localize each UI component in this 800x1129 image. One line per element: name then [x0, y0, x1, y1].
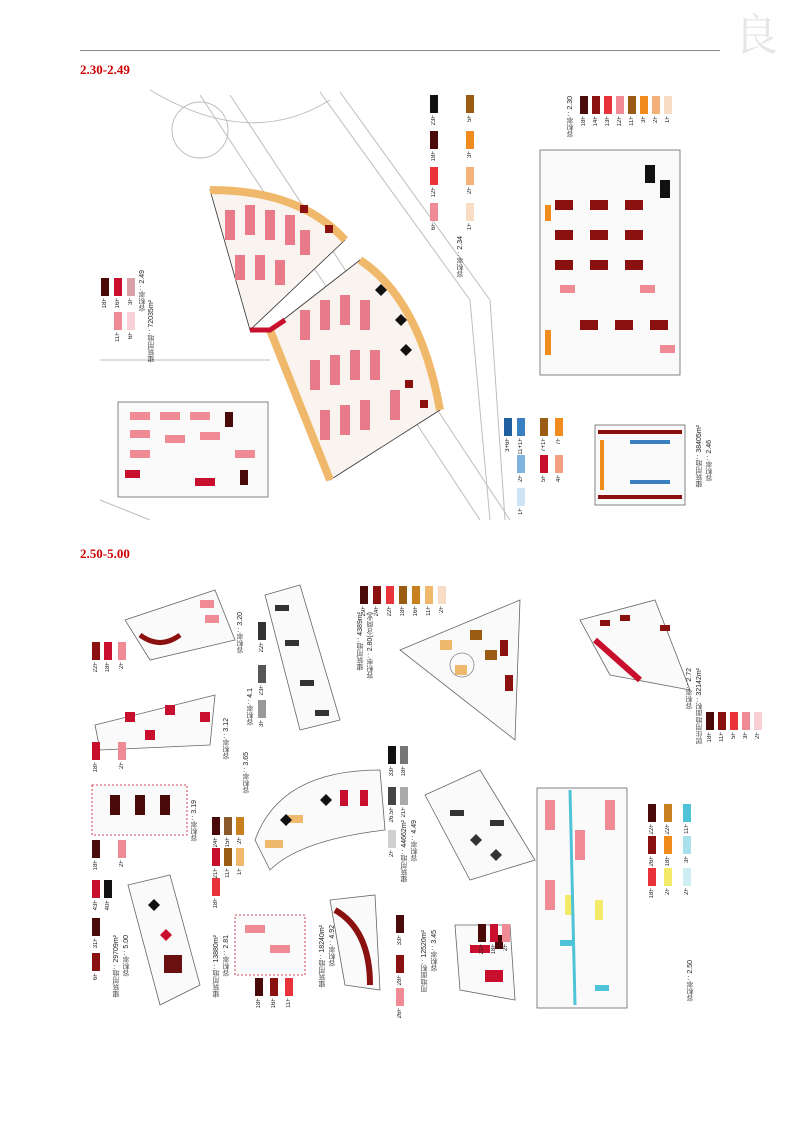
legend-label: 12F: [431, 187, 437, 198]
legend-label: 2F: [518, 475, 524, 483]
s11-area-text: 建筑用地：44662m²: [401, 820, 408, 883]
legend-label: 18F: [401, 766, 407, 777]
legend-label: 2F: [119, 860, 125, 868]
s7-far-text: 容积率：2.80(含商业): [367, 612, 374, 680]
legend-label: 7F: [556, 438, 562, 446]
legend-swatch: [504, 418, 512, 436]
legend-label: 16F: [271, 998, 277, 1009]
s13-far-text: 容积率：3.19: [191, 800, 198, 842]
legend-swatch: [400, 746, 408, 764]
legend-label: 3F: [641, 116, 647, 124]
s7-area-text: 建筑用地：4389m²: [357, 612, 364, 671]
legend-swatch: [517, 455, 525, 473]
s11-far-text: 容积率：4.49: [411, 820, 418, 862]
legend-label: 5F: [541, 475, 547, 483]
legend-swatch: [683, 868, 691, 886]
legend-label: 23F: [431, 115, 437, 126]
legend-label: 23F: [259, 685, 265, 696]
legend-label: 29F: [361, 606, 367, 617]
legend-swatch: [212, 848, 220, 866]
legend-label: 16F: [115, 298, 121, 309]
legend-swatch: [730, 712, 738, 730]
legend-swatch: [742, 712, 750, 730]
legend-swatch: [648, 804, 656, 822]
legend-swatch: [628, 96, 636, 114]
legend-label: 11F: [629, 116, 635, 126]
legend-swatch: [683, 836, 691, 854]
legend-swatch: [555, 418, 563, 436]
legend-swatch: [92, 918, 100, 936]
legend-swatch: [616, 96, 624, 114]
s9-far-text: 容积率：3.12: [223, 718, 230, 760]
legend-label: 26.5F: [389, 807, 395, 823]
s4-far-text: 容积率：2.46: [706, 440, 713, 482]
legend-swatch: [580, 96, 588, 114]
legend-swatch: [396, 955, 404, 973]
s3-far-text: 容积率：2.30: [567, 96, 574, 138]
legend-swatch: [104, 880, 112, 898]
s14-area-text: 建筑用地：29709m²: [113, 935, 120, 998]
legend-label: 11F: [719, 732, 725, 742]
legend-swatch: [490, 924, 498, 942]
legend-label: 22F: [649, 824, 655, 835]
watermark-logo: 良: [734, 10, 778, 61]
legend-swatch: [517, 488, 525, 506]
legend-swatch: [754, 712, 762, 730]
legend-swatch: [92, 642, 100, 660]
legend-label: 24F: [374, 606, 380, 617]
legend-label: 1F: [237, 868, 243, 876]
legend-swatch: [388, 746, 396, 764]
legend-label: 15F: [225, 837, 231, 848]
legend-swatch: [517, 418, 525, 436]
legend-label: 21F: [213, 868, 219, 879]
legend-swatch: [466, 95, 474, 113]
legend-label: 2F: [665, 888, 671, 896]
legend-swatch: [396, 915, 404, 933]
section-title-low: 2.30-2.49: [80, 62, 130, 77]
legend-label: 33F: [389, 766, 395, 777]
legend-label: 2F: [684, 888, 690, 896]
legend-swatch: [224, 817, 232, 835]
s1-area-text: 建筑用地：72035m²: [148, 300, 155, 363]
legend-label: 6F: [431, 223, 437, 231]
s17-area-text: 用地面积：12520m²: [421, 930, 428, 993]
legend-label: 22F: [93, 662, 99, 673]
s17-far-text: 容积率：3.45: [431, 930, 438, 972]
legend-label: 40F: [105, 900, 111, 911]
legend-swatch: [466, 167, 474, 185]
s8-area-text: 居住用地面积：32142m²: [696, 668, 703, 745]
legend-swatch: [555, 455, 563, 473]
legend-label: 33F: [397, 935, 403, 946]
legend-label: 11F: [684, 824, 690, 834]
s2-far-text: 容积率：2.34: [457, 236, 464, 278]
legend-label: 13F: [605, 116, 611, 127]
legend-label: 26F: [649, 856, 655, 867]
legend-swatch: [101, 278, 109, 296]
s16-far-text: 容积率：4.92: [329, 925, 336, 967]
legend-swatch: [92, 880, 100, 898]
legend-label: 18F: [93, 762, 99, 773]
legend-swatch: [258, 665, 266, 683]
legend-swatch: [718, 712, 726, 730]
legend-swatch: [540, 418, 548, 436]
legend-swatch: [92, 840, 100, 858]
legend-label: 3F: [259, 720, 265, 728]
legend-swatch: [114, 312, 122, 330]
legend-label: 2F: [503, 944, 509, 952]
legend-label: 18F: [491, 944, 497, 955]
legend-label: 2F: [755, 732, 761, 740]
legend-label: 22F: [665, 824, 671, 835]
legend-label: 2F: [237, 837, 243, 845]
legend-swatch: [648, 868, 656, 886]
legend-label: 28F: [397, 975, 403, 986]
s8-far-text: 容积率：2.72: [686, 668, 693, 710]
legend-label: 11F: [426, 606, 432, 616]
legend-swatch: [258, 700, 266, 718]
legend-swatch: [648, 836, 656, 854]
s10-far-text: 容积率：3.65: [243, 752, 250, 794]
legend-label: 22F: [387, 606, 393, 617]
legend-label: 18F: [213, 898, 219, 909]
legend-label: 12F: [617, 116, 623, 127]
legend-swatch: [664, 836, 672, 854]
legend-label: 22F: [259, 642, 265, 653]
legend-label: 3F: [684, 856, 690, 864]
legend-swatch: [652, 96, 660, 114]
legend-label: 24F: [213, 837, 219, 848]
legend-label: 2F: [389, 850, 395, 858]
legend-swatch: [430, 167, 438, 185]
legend-swatch: [540, 455, 548, 473]
legend-label: 3F: [743, 732, 749, 740]
legend-label: 11F: [286, 998, 292, 1008]
legend-label: 4F: [556, 475, 562, 483]
legend-swatch: [664, 868, 672, 886]
legend-swatch: [592, 96, 600, 114]
legend-label: 5F: [731, 732, 737, 740]
s15-far-text: 容积率：2.81: [223, 935, 230, 977]
legend-label: 18F: [102, 298, 108, 309]
legend-swatch: [386, 586, 394, 604]
legend-label: 1F: [665, 116, 671, 124]
legend-swatch: [664, 804, 672, 822]
legend-label: 11+1F: [518, 438, 524, 455]
legend-swatch: [285, 978, 293, 996]
legend-swatch: [114, 278, 122, 296]
legend-swatch: [373, 586, 381, 604]
legend-swatch: [478, 924, 486, 942]
legend-swatch: [399, 586, 407, 604]
legend-label: 18F: [649, 888, 655, 899]
legend-swatch: [466, 203, 474, 221]
s12-far-text: 容积率：2.50: [687, 960, 694, 1002]
legend-swatch: [640, 96, 648, 114]
legend-swatch: [118, 642, 126, 660]
legend-swatch: [360, 586, 368, 604]
legend-swatch: [224, 848, 232, 866]
legend-swatch: [388, 787, 396, 805]
legend-label: 18F: [256, 998, 262, 1009]
legend-label: 2F: [653, 116, 659, 124]
section-title-high: 2.50-5.00: [80, 546, 130, 561]
s1-far-text: 容积率：2.49: [139, 270, 146, 312]
legend-swatch: [438, 586, 446, 604]
legend-label: 16F: [413, 606, 419, 617]
s15-area-text: 建筑用地：13880m²: [213, 935, 220, 998]
legend-swatch: [706, 712, 714, 730]
legend-label: 3+6F: [505, 438, 511, 452]
s4-area-text: 建筑用地：38405m²: [696, 425, 703, 488]
legend-swatch: [430, 203, 438, 221]
legend-swatch: [683, 804, 691, 822]
legend-swatch: [425, 586, 433, 604]
s14-far-text: 容积率：5.00: [123, 935, 130, 977]
legend-label: 21F: [401, 807, 407, 818]
legend-label: 18F: [431, 151, 437, 162]
legend-swatch: [258, 622, 266, 640]
legend-label: 18F: [707, 732, 713, 743]
legend-swatch: [118, 840, 126, 858]
legend-label: 31F: [93, 938, 99, 949]
legend-swatch: [92, 953, 100, 971]
legend-swatch: [270, 978, 278, 996]
s6-far-text: 容积率：4.1: [247, 688, 254, 726]
legend-label: 18F: [105, 662, 111, 673]
legend-label: 2F: [119, 662, 125, 670]
legend-label: 1F: [467, 223, 473, 231]
legend-swatch: [212, 817, 220, 835]
legend-label: 18F: [581, 116, 587, 127]
legend-swatch: [430, 95, 438, 113]
legend-label: 7+1F: [541, 438, 547, 452]
legend-swatch: [127, 312, 135, 330]
legend-swatch: [400, 787, 408, 805]
legend-label: 43F: [93, 900, 99, 911]
legend-swatch: [127, 278, 135, 296]
legend-swatch: [236, 817, 244, 835]
legend-label: 26F: [397, 1008, 403, 1019]
legend-label: 6F: [128, 332, 134, 340]
legend-swatch: [388, 830, 396, 848]
legend-swatch: [412, 586, 420, 604]
legend-swatch: [466, 131, 474, 149]
legend-label: 2F: [467, 187, 473, 195]
legend-label: 3F: [467, 151, 473, 159]
legend-label: 2F: [119, 762, 125, 770]
legend-label: 18F: [93, 860, 99, 871]
legend-swatch: [604, 96, 612, 114]
legend-label: 2F: [439, 606, 445, 614]
legend-swatch: [92, 742, 100, 760]
legend-swatch: [118, 742, 126, 760]
s16-area-text: 建筑用地：18240m²: [319, 925, 326, 988]
legend-label: 1F: [518, 508, 524, 516]
legend-swatch: [212, 878, 220, 896]
legend-swatch: [104, 642, 112, 660]
legend-label: 6F: [93, 973, 99, 981]
s5-far-text: 容积率：3.20: [237, 612, 244, 654]
legend-swatch: [396, 988, 404, 1006]
legend-swatch: [430, 131, 438, 149]
legend-swatch: [502, 924, 510, 942]
legend-label: 5F: [467, 115, 473, 123]
legend-label: 18F: [400, 606, 406, 617]
legend-label: 14F: [593, 116, 599, 127]
legend-label: 3F: [128, 298, 134, 306]
legend-swatch: [664, 96, 672, 114]
legend-label: 11F: [225, 868, 231, 878]
legend-label: 11F: [115, 332, 121, 342]
legend-label: 21F: [479, 944, 485, 955]
legend-swatch: [255, 978, 263, 996]
legend-label: 18F: [665, 856, 671, 867]
legend-swatch: [236, 848, 244, 866]
